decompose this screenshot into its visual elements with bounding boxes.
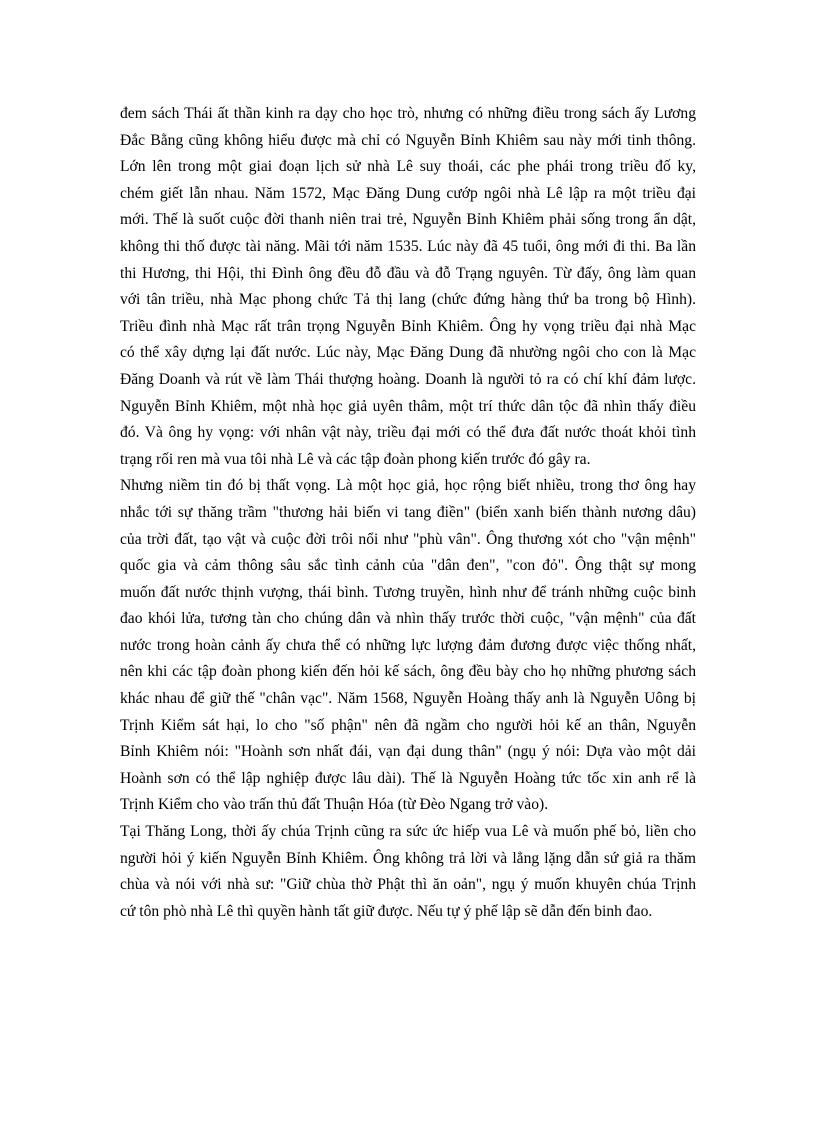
- text-line: Nguyễn Bỉnh Khiêm, một nhà học giả uyên thâm, một trí thức dân tộc đã nhìn thấy điều: [120, 397, 696, 415]
- text-line: Trịnh Kiểm sát hại, lo cho "số phận" nên đã ngầm cho người hỏi kế an thân, Nguyễn: [120, 716, 696, 734]
- text-line: đao khói lửa, tương tàn cho chúng dân và nhìn thấy trước thời cuộc, "vận mệnh" của đất: [120, 610, 696, 628]
- text-line: Hoành sơn có thể lập nghiệp được lâu dài). Thế là Nguyễn Hoàng tức tốc xin anh rể là: [120, 769, 696, 787]
- text-line: Trịnh Kiểm cho vào trấn thủ đất Thuận Hóa (từ Đèo Ngang trở vào).: [120, 796, 549, 814]
- text-line: nước trong hoàn cảnh ấy chưa thể có những lực lượng đảm đương được việc thống nhất,: [120, 636, 696, 654]
- text-line: Đắc Bằng cũng không hiểu được mà chỉ có Nguyễn Bỉnh Khiêm sau này mới tinh thông.: [120, 131, 696, 149]
- text-line: khác nhau để giữ thế "chân vạc". Năm 1568, Nguyễn Hoàng thấy anh là Nguyễn Uông bị: [120, 690, 696, 708]
- text-line: cứ tôn phò nhà Lê thì quyền hành tất giữ được. Nếu tự ý phế lập sẽ dẫn đến binh đao.: [120, 902, 653, 920]
- document-body: [120, 101, 696, 925]
- text-line: chùa và nói với nhà sư: "Giữ chùa thờ Phật thì ăn oản", ngụ ý muốn khuyên chúa Trịnh: [120, 876, 696, 894]
- text-line: của trời đất, tạo vật và cuộc đời trôi nổi như "phù vân". Ông thương xót cho "vận mệnh": [120, 530, 696, 548]
- text-line: Bỉnh Khiêm nói: "Hoành sơn nhất đái, vạn đại dung thân" (ngụ ý nói: Dựa vào một dải: [120, 743, 696, 761]
- text-line: Nhưng niềm tin đó bị thất vọng. Là một học giả, học rộng biết nhiều, trong thơ ông hay: [120, 477, 696, 495]
- text-line: không thi thố được tài năng. Mãi tới năm 1535. Lúc này đã 45 tuổi, ông mới đi thi. Ba lần: [120, 237, 696, 255]
- text-line: trạng rối ren mà vua tôi nhà Lê và các tập đoàn phong kiến trước đó gây ra.: [120, 450, 591, 468]
- text-line: chém giết lẫn nhau. Năm 1572, Mạc Đăng Dung cướp ngôi nhà Lê lập ra một triều đại: [120, 184, 696, 202]
- text-line: mới. Thế là suốt cuộc đời thanh niên trai trẻ, Nguyễn Bỉnh Khiêm phải sống trong ẩn dật,: [120, 211, 696, 229]
- text-line: Lớn lên trong một giai đoạn lịch sử nhà Lê suy thoái, các phe phái trong triều đố ky,: [120, 158, 696, 176]
- text-line: muốn đất nước thịnh vượng, thái bình. Tương truyền, hình như để tránh những cuộc binh: [120, 583, 696, 601]
- text-line: có thể xây dựng lại đất nước. Lúc này, Mạc Đăng Dung đã nhường ngôi cho con là Mạc: [120, 344, 696, 362]
- text-line: đem sách Thái ất thần kinh ra dạy cho học trò, nhưng có những điều trong sách ấy Lương: [120, 105, 696, 122]
- text-line: nên khi các tập đoàn phong kiến đến hỏi kế sách, ông đều bày cho họ những phương sách: [120, 663, 696, 681]
- text-line: thi Hương, thi Hội, thi Đình ông đều đỗ đầu và đỗ Trạng nguyên. Từ đấy, ông làm quan: [120, 264, 696, 282]
- text-line: đó. Và ông hy vọng: với nhân vật này, triều đại mới có thể đưa đất nước thoát khỏi tình: [120, 424, 696, 442]
- text-line: Tại Thăng Long, thời ấy chúa Trịnh cũng ra sức ức hiếp vua Lê và muốn phế bỏ, liền cho: [120, 823, 696, 841]
- text-line: người hỏi ý kiến Nguyễn Bỉnh Khiêm. Ông không trả lời và lẳng lặng dẫn sứ giả ra thăm: [120, 849, 696, 867]
- text-line: với tân triều, nhà Mạc phong chức Tả thị lang (chức đứng hàng thứ ba trong bộ Hình).: [120, 291, 696, 309]
- text-line: nhắc tới sự thăng trầm "thương hải biến vi tang điền" (biển xanh biến thành nương dâu): [120, 503, 696, 521]
- text-line: quốc gia và cảm thông sâu sắc tình cảnh của "dân đen", "con đỏ". Ông thật sự mong: [120, 557, 696, 575]
- text-line: Đăng Doanh và rút về làm Thái thượng hoàng. Doanh là người tỏ ra có chí khí đảm lược.: [120, 370, 696, 388]
- text-line: Triều đình nhà Mạc rất trân trọng Nguyễn Bỉnh Khiêm. Ông hy vọng triều đại nhà Mạc: [120, 317, 696, 335]
